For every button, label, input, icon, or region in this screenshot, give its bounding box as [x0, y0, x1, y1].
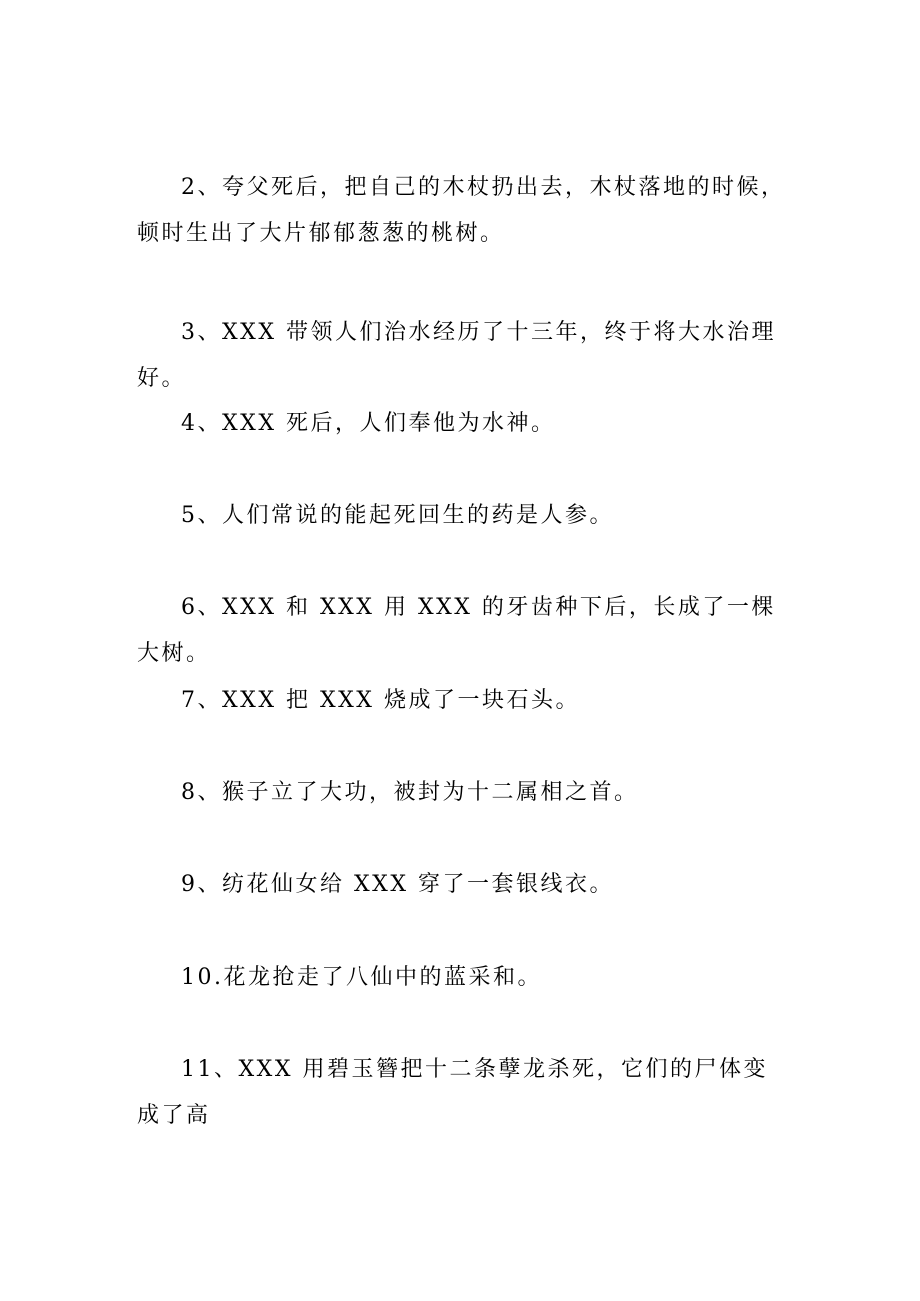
list-item-11: 11、XXX 用碧玉簪把十二条孽龙杀死，它们的尸体变成了高 — [137, 1057, 768, 1128]
list-item-10: 10.花龙抢走了八仙中的蓝采和。 — [181, 965, 542, 990]
list-item-9: 9、纺花仙女给 XXX 穿了一套银线衣。 — [181, 872, 614, 897]
list-item-6: 6、XXX 和 XXX 用 XXX 的牙齿种下后，长成了一棵大树。 — [137, 595, 776, 666]
list-item-4: 4、XXX 死后，人们奉他为水神。 — [181, 411, 556, 436]
list-item-7: 7、XXX 把 XXX 烧成了一块石头。 — [181, 688, 580, 713]
list-item-2: 2、夸父死后，把自己的木杖扔出去，木杖落地的时候，顿时生出了大片郁郁葱葱的桃树。 — [137, 175, 786, 246]
list-item-8: 8、猴子立了大功，被封为十二属相之首。 — [181, 780, 639, 805]
list-item-5: 5、人们常说的能起死回生的药是人参。 — [181, 503, 614, 528]
list-item-3: 3、XXX 带领人们治水经历了十三年，终于将大水治理好。 — [137, 320, 776, 391]
